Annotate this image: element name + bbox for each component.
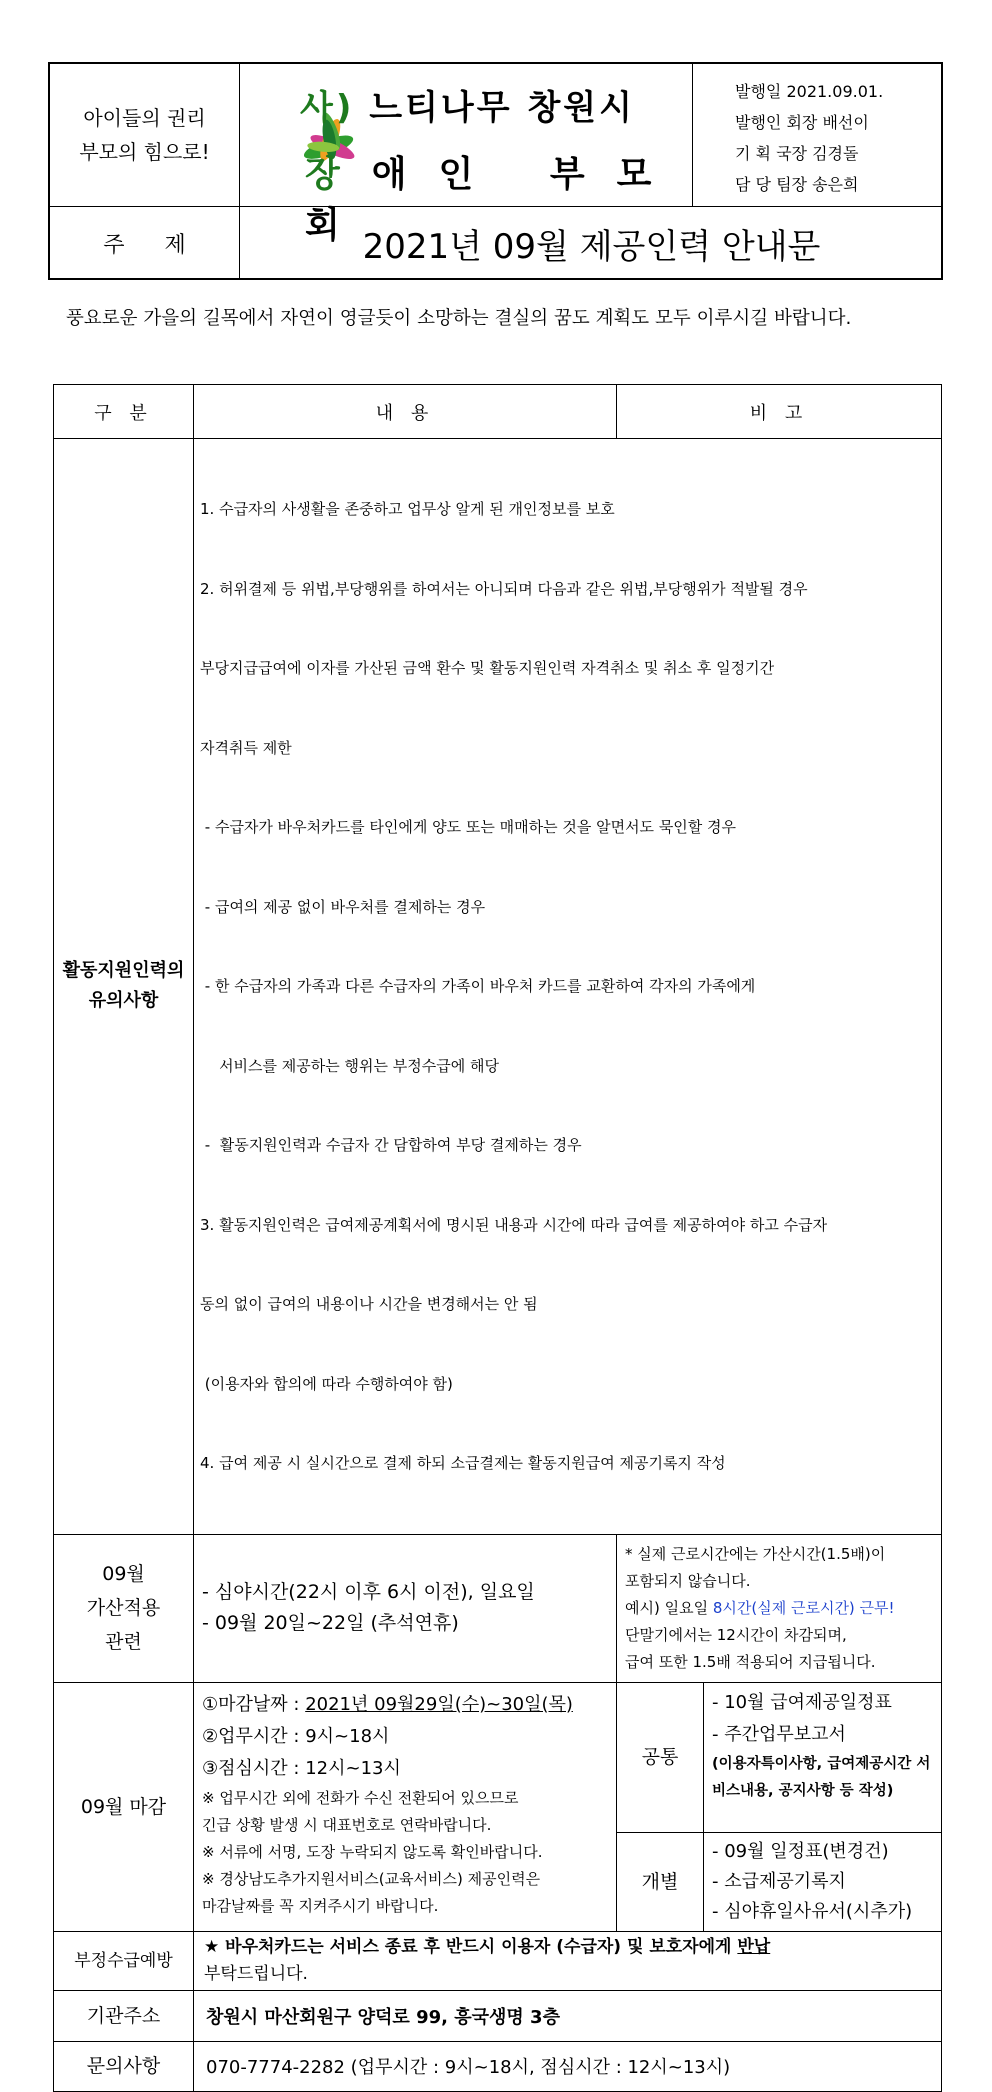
- caution-line: - 한 수급자의 가족과 다른 수급자의 가족이 바우처 카드를 교환하여 각자의 가족에게: [200, 977, 756, 995]
- newsletter-header: [48, 62, 943, 280]
- fraud-line-2: 부탁드립니다.: [204, 1963, 308, 1984]
- issue-date: 발행일 2021.09.01.: [735, 82, 884, 101]
- caution-line: 자격취득 제한: [200, 738, 292, 757]
- org2-first-char: 장: [305, 154, 372, 195]
- individual-item: - 소급제공기록지: [712, 1870, 846, 1892]
- caution-line: 2. 허위결제 등 위법,부당행위를 하여서는 아니되며 다음과 같은 위법,부당행위가 적발될 경우: [200, 579, 808, 598]
- surcharge-line-1: - 심야시간(22시 이후 6시 이전), 일요일: [202, 1581, 535, 1603]
- slogan-line-2: 부모의 힘으로!: [79, 140, 210, 164]
- fraud-label: 부정수급예방: [54, 1931, 194, 1990]
- surcharge-line-2: - 09월 20일~22일 (추석연휴): [202, 1612, 459, 1634]
- manager: 담 당 팀장 송은희: [735, 175, 859, 194]
- surcharge-note-line-1: * 실제 근로시간에는 가산시간(1.5배)이: [625, 1544, 886, 1563]
- inquiry-value: 070-7774-2282 (업무시간 : 9시~18시, 점심시간 : 12시~13시): [194, 2041, 942, 2091]
- deadline-label: 09월 마감: [54, 1682, 194, 1931]
- fraud-content: [194, 1931, 942, 1990]
- planner: 기 획 국장 김경돌: [735, 144, 859, 163]
- surcharge-label-line-3: 관련: [105, 1631, 142, 1653]
- individual-items: [704, 1832, 942, 1931]
- deadline-content: [194, 1682, 617, 1931]
- address-label: 기관주소: [54, 1990, 194, 2041]
- caution-line: (이용자와 합의에 따라 수행하여야 함): [200, 1374, 453, 1393]
- caution-line: - 급여의 제공 없이 바우처를 결제하는 경우: [200, 897, 486, 916]
- header-remarks: 비 고: [617, 385, 942, 439]
- example-highlight: 8시간(실제 근로시간) 근무!: [712, 1598, 895, 1617]
- organization-logo-area: [240, 64, 693, 246]
- deadline-note: ※ 경상남도추가지원서비스(교육서비스) 제공인력은: [202, 1869, 541, 1888]
- common-items: [704, 1682, 942, 1832]
- publisher: 발행인 회장 배선이: [735, 113, 869, 132]
- deadline-date-line: [202, 1689, 608, 1721]
- caution-line: 1. 수급자의 사생활을 존중하고 업무상 알게 된 개인정보를 보호: [200, 500, 615, 518]
- common-detail: (이용자특이사항, 급여제공시간 서비스내용, 공지사항 등 작성): [712, 1755, 931, 1799]
- org2-rest: 애인 부모회: [305, 154, 684, 246]
- notice-table: [53, 384, 942, 2092]
- cautions-label-line-1: 활동지원인력의: [62, 960, 185, 982]
- surcharge-note-line-2: 포함되지 않습니다.: [625, 1571, 751, 1590]
- cautions-label: [54, 439, 194, 1535]
- intro-paragraph: 풍요로운 가을의 길목에서 자연이 영글듯이 소망하는 결실의 꿈도 계획도 모두 이루시길 바랍니다.: [66, 308, 852, 329]
- header-content: 내 용: [194, 385, 617, 439]
- caution-line: 부당지급급여에 이자를 가산된 금액 환수 및 활동지원인력 자격취소 및 취소 후 일정기간: [200, 659, 775, 677]
- common-item: - 10월 급여제공일정표: [712, 1691, 892, 1713]
- surcharge-label-line-1: 09월: [102, 1563, 145, 1585]
- deadline-date: 2021년 09월29일(수)~30일(목): [305, 1693, 573, 1715]
- caution-line: 3. 활동지원인력은 급여제공계획서에 명시된 내용과 시간에 따라 급여를 제공하여야 하고 수급자: [200, 1215, 828, 1234]
- deadline-prefix: ①마감날짜 :: [202, 1693, 306, 1715]
- org-name-rest: 느티나무 창원시: [354, 88, 635, 128]
- slogan: [50, 64, 240, 206]
- lunch-hours: ③점심시간 : 12시~13시: [202, 1757, 401, 1779]
- fraud-line-1: [204, 1934, 931, 1961]
- issuer-info: [693, 64, 943, 206]
- deadline-note: ※ 서류에 서명, 도장 누락되지 않도록 확인바랍니다.: [202, 1842, 543, 1861]
- individual-item: - 09월 일정표(변경건): [712, 1840, 889, 1862]
- surcharge-note-line-3: [625, 1595, 933, 1622]
- org-prefix: 사): [300, 88, 355, 128]
- header-category: 구 분: [54, 385, 194, 439]
- common-item: - 주간업무보고서: [712, 1723, 846, 1745]
- deadline-notes: [202, 1785, 608, 1920]
- subject-label: 주제: [50, 206, 240, 280]
- caution-line: 4. 급여 제공 시 실시간으로 결제 하되 소급결제는 활동지원급여 제공기록지 작성: [200, 1454, 726, 1472]
- individual-label: 개별: [617, 1832, 704, 1931]
- address-value: 창원시 마산회원구 양덕로 99, 흥국생명 3층: [194, 1990, 942, 2041]
- caution-line: 서비스를 제공하는 행위는 부정수급에 해당: [200, 1056, 499, 1075]
- surcharge-label: [54, 1534, 194, 1682]
- surcharge-label-line-2: 가산적용: [86, 1597, 161, 1619]
- subject-title: 2021년 09월 제공인력 안내문: [240, 206, 943, 280]
- cautions-content: [194, 439, 942, 1535]
- slogan-line-1: 아이들의 권리: [83, 106, 206, 130]
- deadline-note: 긴급 상황 발생 시 대표번호로 연락바랍니다.: [202, 1815, 492, 1834]
- surcharge-content: [194, 1534, 617, 1682]
- deadline-note: ※ 업무시간 외에 전화가 수신 전환되어 있으므로: [202, 1788, 519, 1807]
- fraud-text: ★ 바우처카드는 서비스 종료 후 반드시 이용자 (수급자) 및 보호자에게: [204, 1936, 738, 1957]
- example-prefix: 예시) 일요일: [625, 1598, 713, 1617]
- inquiry-label: 문의사항: [54, 2041, 194, 2091]
- surcharge-note-line-5: 급여 또한 1.5배 적용되어 지급됩니다.: [625, 1652, 876, 1671]
- individual-item: - 심야휴일사유서(시추가): [712, 1900, 913, 1922]
- work-hours: ②업무시간 : 9시~18시: [202, 1725, 390, 1747]
- caution-line: - 수급자가 바우처카드를 타인에게 양도 또는 매매하는 것을 알면서도 묵인할 경우: [200, 818, 737, 836]
- cautions-label-line-2: 유의사항: [88, 990, 159, 1012]
- common-label: 공통: [617, 1682, 704, 1832]
- fraud-return: 반납: [737, 1936, 771, 1957]
- caution-line: 동의 없이 급여의 내용이나 시간을 변경해서는 안 됨: [200, 1295, 538, 1313]
- organization-name-line-1: [300, 80, 635, 129]
- surcharge-note: [617, 1534, 942, 1682]
- deadline-note: 마감날짜를 꼭 지켜주시기 바랍니다.: [202, 1896, 439, 1915]
- surcharge-note-line-4: 단말기에서는 12시간이 차감되며,: [625, 1625, 847, 1644]
- caution-line: - 활동지원인력과 수급자 간 담합하여 부당 결제하는 경우: [200, 1136, 582, 1154]
